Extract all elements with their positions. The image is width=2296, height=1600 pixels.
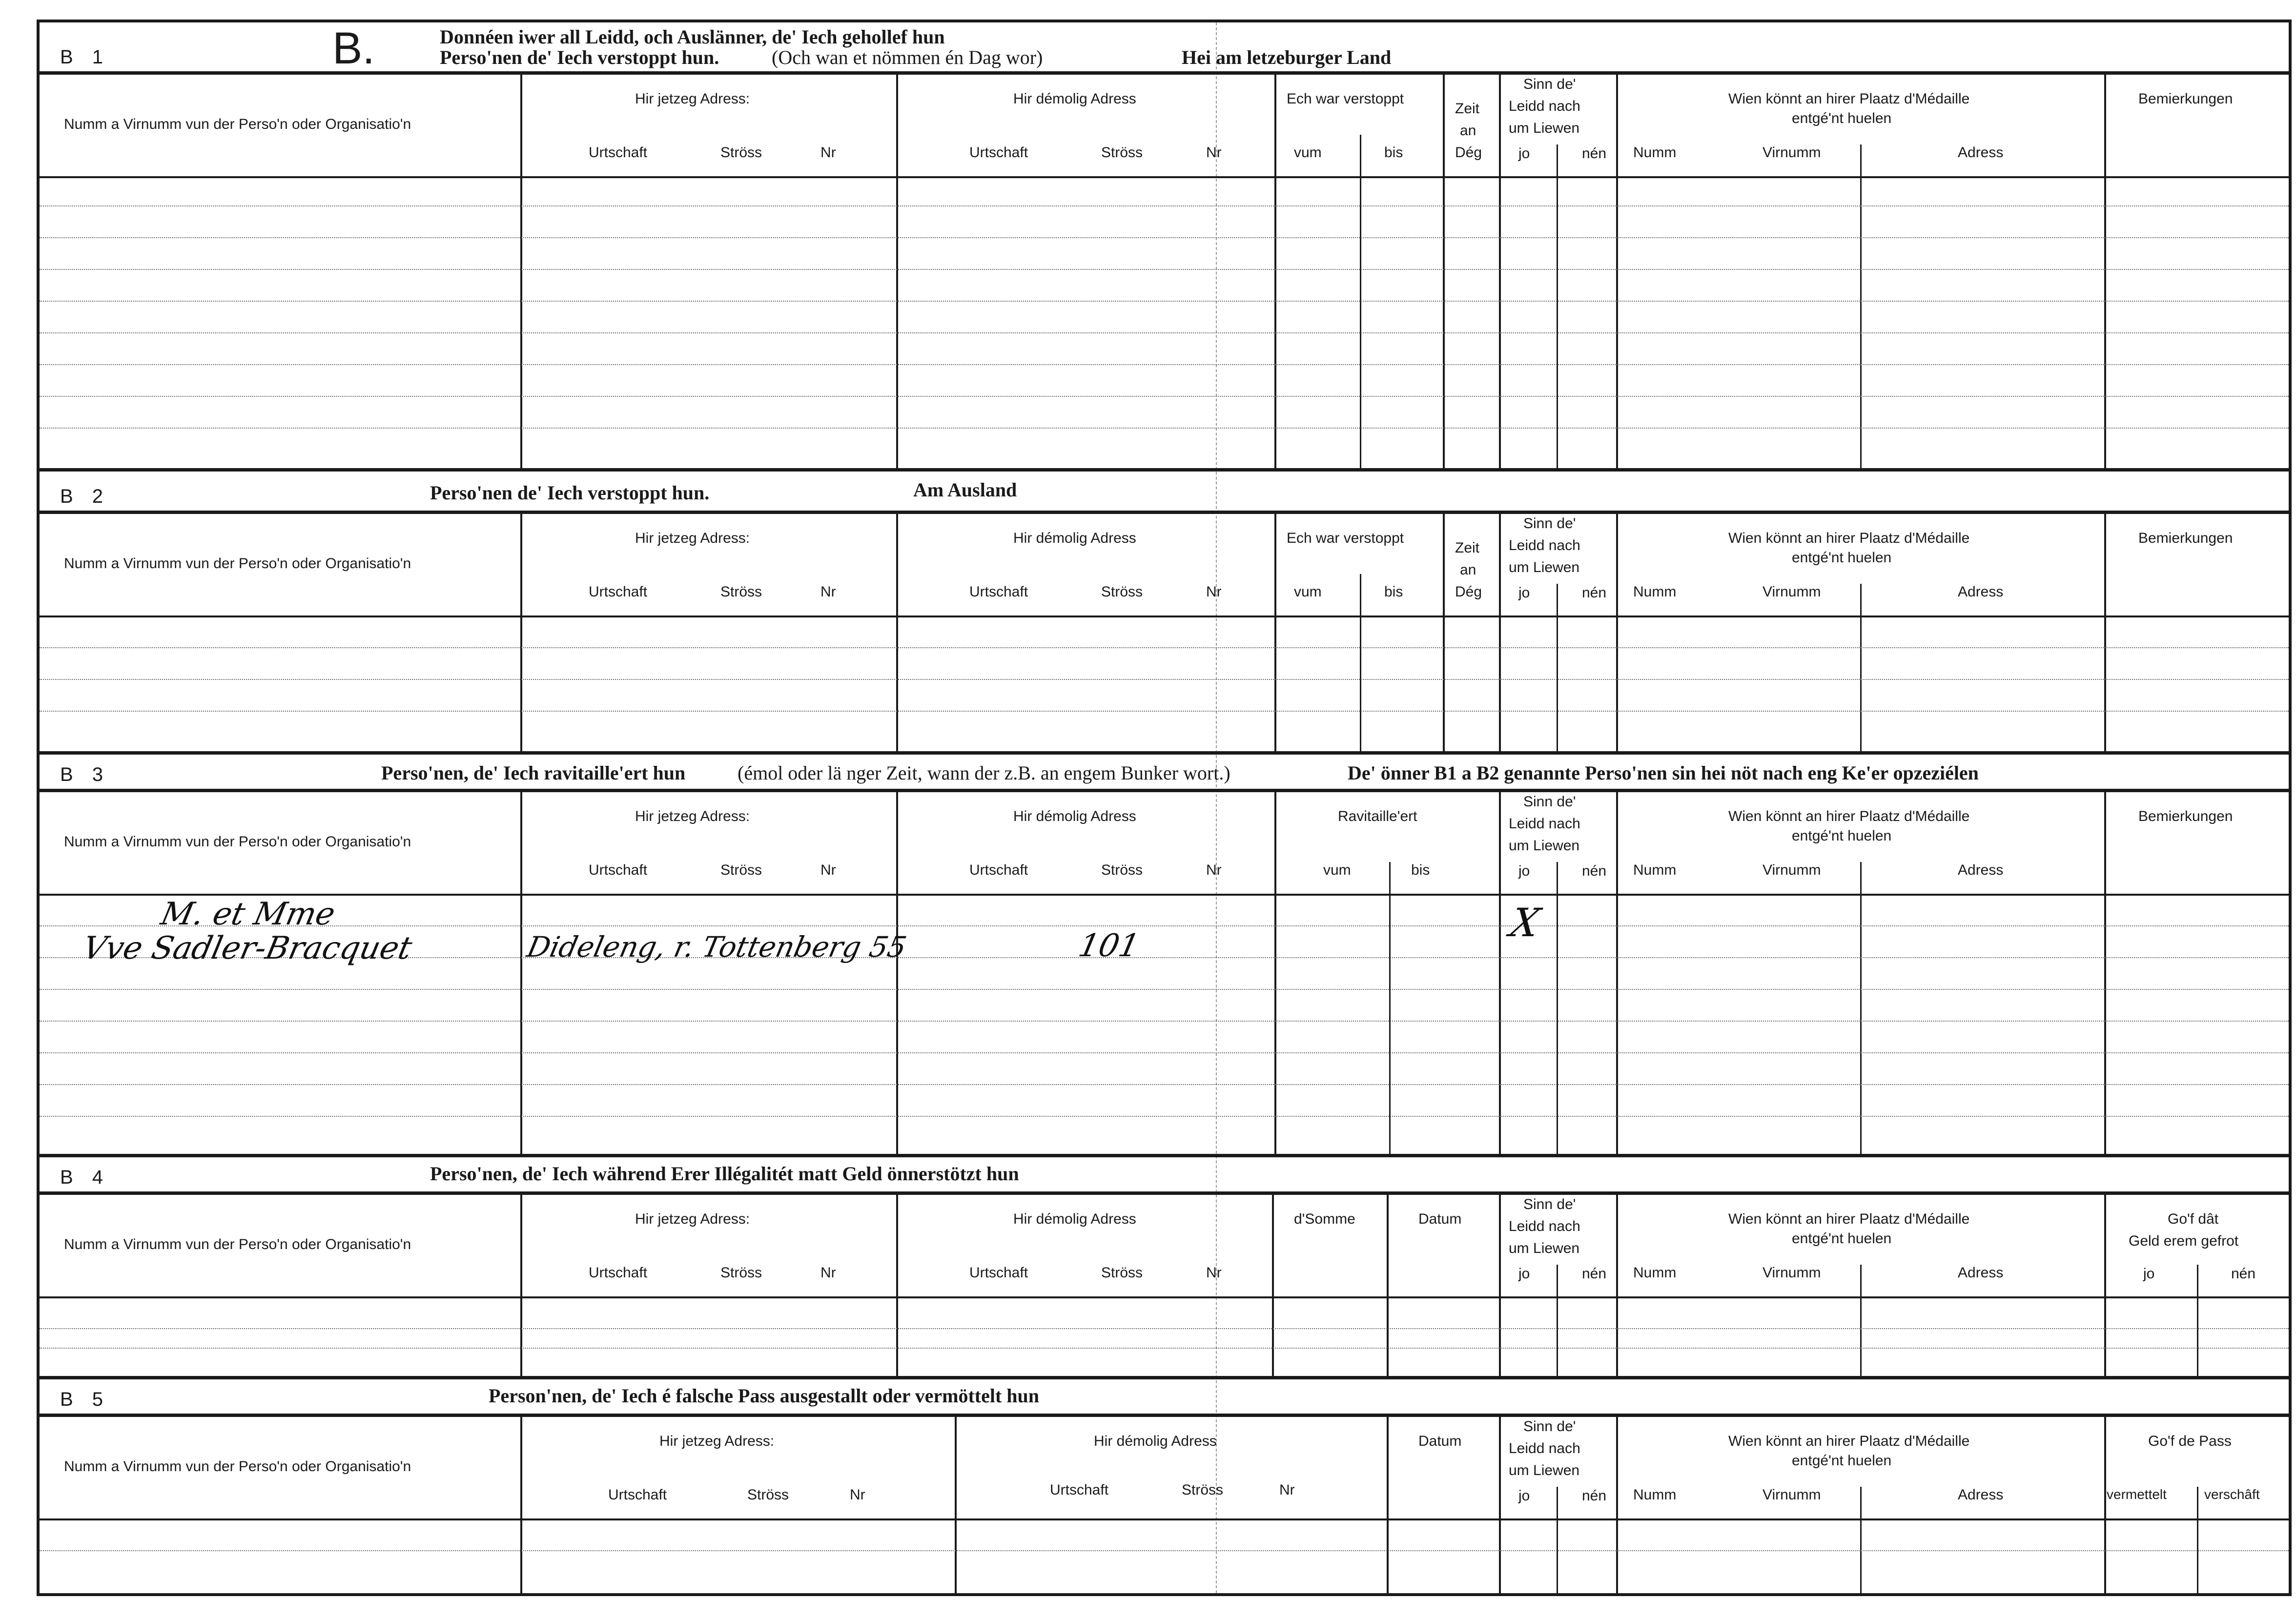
col-money: Go'f dât: [2168, 1211, 2219, 1227]
handwritten-alive-mark: X: [1506, 900, 1544, 945]
section-code: B 5: [60, 1389, 110, 1410]
col-medal: Wien könnt an hirer Plaatz d'Médaille: [1728, 530, 1970, 546]
section-b3-table: [40, 789, 2289, 1157]
section-b5-table: [40, 1414, 2289, 1593]
col-alive: um Liewen: [1509, 559, 1580, 575]
section-b2-title: Perso'nen de' Iech verstoppt hun.: [430, 482, 710, 504]
col-surname: Numm: [1633, 584, 1677, 600]
col-nr: Nr: [820, 1265, 836, 1281]
section-b1-table: [40, 71, 2289, 472]
col-street: Ströss: [747, 1487, 789, 1503]
section-b4-title: Perso'nen, de' Iech während Erer Illégalitét matt Geld önnerstötzt hun: [430, 1163, 1019, 1185]
form-headline-2c: Hei am letzeburger Land: [1182, 46, 1392, 68]
col-no: nén: [1582, 863, 1607, 879]
col-mediated: vermettelt: [2107, 1487, 2167, 1502]
col-locality: Urtschaft: [589, 1265, 648, 1281]
col-former-address: Hir démolig Adress: [1013, 91, 1136, 107]
col-alive: um Liewen: [1509, 1240, 1580, 1256]
col-time: Zeit: [1455, 101, 1480, 117]
col-former-address: Hir démolig Adress: [1094, 1433, 1217, 1449]
section-code: B 4: [60, 1167, 110, 1188]
section-b3: [40, 755, 2289, 966]
col-medal: entgé'nt huelen: [1792, 1231, 1892, 1247]
handwritten-former-nr: 101: [1075, 928, 1143, 964]
col-alive: Sinn de': [1523, 794, 1576, 810]
col-alive: Leidd nach: [1509, 98, 1580, 114]
col-alive: Sinn de': [1523, 76, 1576, 92]
col-time: Dég: [1455, 144, 1482, 161]
col-current-address: Hir jetzeg Adress:: [635, 91, 750, 107]
col-time: Zeit: [1455, 540, 1480, 556]
col-nr: Nr: [1206, 862, 1222, 878]
col-yes: jo: [1518, 1266, 1530, 1282]
col-firstname: Virnumm: [1763, 1265, 1821, 1281]
col-nr: Nr: [1206, 584, 1222, 600]
section-b5-header: [40, 1379, 2289, 1417]
section-code: B 3: [60, 764, 110, 785]
col-address: Adress: [1958, 144, 2004, 161]
handwritten-address: Dideleng, r. Tottenberg 55: [524, 930, 910, 964]
col-former-address: Hir démolig Adress: [1013, 530, 1136, 546]
col-surname: Numm: [1633, 1487, 1677, 1503]
handwritten-name-line-1: M. et Mme: [158, 896, 339, 932]
col-current-address: Hir jetzeg Adress:: [635, 530, 750, 546]
col-street: Ströss: [720, 584, 762, 600]
col-medal: Wien könnt an hirer Plaatz d'Médaille: [1728, 808, 1970, 824]
col-name: Numm a Virnumm vun der Perso'n oder Organisatio'n: [64, 116, 411, 132]
section-b2: [40, 472, 2289, 601]
col-yes: jo: [1518, 863, 1530, 879]
col-no: nén: [1582, 585, 1607, 601]
col-nr: Nr: [1206, 1265, 1222, 1281]
col-sum: d'Somme: [1294, 1211, 1355, 1227]
section-b4-table: [40, 1191, 2289, 1379]
col-procured: verschâft: [2204, 1487, 2260, 1502]
col-nr: Nr: [820, 584, 836, 600]
col-yes: jo: [1518, 145, 1530, 162]
col-nr: Nr: [850, 1487, 865, 1503]
col-name: Numm a Virnumm vun der Perso'n oder Organisatio'n: [64, 834, 411, 850]
form-sheet: [37, 20, 2292, 1596]
col-medal: Wien könnt an hirer Plaatz d'Médaille: [1728, 91, 1970, 107]
col-locality: Urtschaft: [969, 144, 1028, 161]
col-yes: jo: [1518, 585, 1530, 601]
section-b5: [40, 1379, 2289, 1504]
col-alive: Leidd nach: [1509, 1218, 1580, 1234]
col-from: vum: [1323, 862, 1351, 878]
col-street: Ströss: [1182, 1482, 1224, 1498]
section-b4-header: [40, 1157, 2289, 1195]
col-surname: Numm: [1633, 862, 1677, 878]
col-firstname: Virnumm: [1763, 862, 1821, 878]
col-date: Datum: [1418, 1433, 1462, 1449]
col-alive: um Liewen: [1509, 120, 1580, 136]
col-locality: Urtschaft: [969, 862, 1028, 878]
section-b5-title: Person'nen, de' Iech é falsche Pass ausgestallt oder vermöttelt hun: [489, 1385, 1040, 1407]
col-pass: Go'f de Pass: [2148, 1433, 2232, 1449]
section-b1-header: [40, 22, 2289, 75]
col-date: Datum: [1418, 1211, 1462, 1227]
col-firstname: Virnumm: [1763, 1487, 1821, 1503]
col-alive: Sinn de': [1523, 1196, 1576, 1212]
col-remarks: Bemierkungen: [2138, 808, 2233, 824]
col-firstname: Virnumm: [1763, 144, 1821, 161]
col-street: Ströss: [720, 862, 762, 878]
col-current-address: Hir jetzeg Adress:: [635, 1211, 750, 1227]
col-locality: Urtschaft: [608, 1487, 667, 1503]
col-nr: Nr: [1206, 144, 1222, 161]
handwritten-name-line-2: Vve Sadler-Bracquet: [80, 930, 415, 966]
col-nr: Nr: [820, 862, 836, 878]
col-street: Ströss: [720, 144, 762, 161]
section-b2-place: Am Ausland: [913, 479, 1017, 501]
section-b3-instruction: De' önner B1 a B2 genannte Perso'nen sin hei nöt nach eng Ke'er opzeziélen: [1348, 762, 1979, 784]
col-no: nén: [1582, 1488, 1607, 1504]
col-address: Adress: [1958, 584, 2004, 600]
col-alive: um Liewen: [1509, 1462, 1580, 1478]
col-locality: Urtschaft: [1050, 1482, 1109, 1498]
col-from: vum: [1294, 584, 1322, 600]
col-name: Numm a Virnumm vun der Perso'n oder Organisatio'n: [64, 1458, 411, 1475]
col-name: Numm a Virnumm vun der Perso'n oder Organisatio'n: [64, 555, 411, 572]
section-code: B 1: [60, 46, 110, 68]
col-address: Adress: [1958, 1487, 2004, 1503]
col-alive: Leidd nach: [1509, 1440, 1580, 1456]
col-to: bis: [1411, 862, 1430, 878]
col-time: an: [1460, 123, 1476, 139]
col-remarks: Bemierkungen: [2138, 530, 2233, 546]
col-alive: Sinn de': [1523, 1418, 1576, 1435]
col-from: vum: [1294, 144, 1322, 161]
section-b3-note: (émol oder lä nger Zeit, wann der z.B. an engem Bunker wort.): [738, 762, 1230, 784]
col-yes: jo: [1518, 1488, 1530, 1504]
col-street: Ströss: [1101, 144, 1143, 161]
col-nr: Nr: [1279, 1482, 1295, 1498]
section-b3-title: Perso'nen, de' Iech ravitaille'ert hun: [381, 762, 686, 784]
col-money: Geld erem gefrot: [2129, 1233, 2239, 1249]
col-locality: Urtschaft: [589, 862, 648, 878]
col-locality: Urtschaft: [969, 584, 1028, 600]
col-locality: Urtschaft: [589, 584, 648, 600]
col-former-address: Hir démolig Adress: [1013, 1211, 1136, 1227]
col-locality: Urtschaft: [969, 1265, 1028, 1281]
col-address: Adress: [1958, 862, 2004, 878]
col-alive: um Liewen: [1509, 838, 1580, 854]
section-b2-table: [40, 511, 2289, 755]
col-no: nén: [1582, 1266, 1607, 1282]
col-medal: entgé'nt huelen: [1792, 110, 1892, 126]
col-to: bis: [1384, 144, 1403, 161]
col-name: Numm a Virnumm vun der Perso'n oder Organisatio'n: [64, 1236, 411, 1252]
col-medal: entgé'nt huelen: [1792, 828, 1892, 844]
form-headline-1: Donnéen iwer all Leidd, och Auslänner, de' Iech gehollef hun: [440, 26, 945, 48]
col-time: Dég: [1455, 584, 1482, 600]
col-surname: Numm: [1633, 1265, 1677, 1281]
col-no: nén: [1582, 145, 1607, 162]
section-b4: [40, 1157, 2289, 1282]
col-medal: Wien könnt an hirer Plaatz d'Médaille: [1728, 1433, 1970, 1449]
form-letter: B.: [332, 23, 375, 73]
col-address: Adress: [1958, 1265, 2004, 1281]
col-street: Ströss: [1101, 1265, 1143, 1281]
col-surname: Numm: [1633, 144, 1677, 161]
col-locality: Urtschaft: [589, 144, 648, 161]
col-yes: jo: [2143, 1266, 2155, 1282]
form-headline-2b: (Och wan et nömmen én Dag wor): [772, 46, 1043, 68]
section-b1: [40, 22, 2289, 162]
section-code: B 2: [60, 486, 110, 507]
col-no: nén: [2231, 1266, 2256, 1282]
col-street: Ströss: [1101, 862, 1143, 878]
col-medal: entgé'nt huelen: [1792, 550, 1892, 566]
col-to: bis: [1384, 584, 1403, 600]
col-current-address: Hir jetzeg Adress:: [635, 808, 750, 824]
col-hidden: Ech war verstoppt: [1287, 530, 1404, 546]
col-firstname: Virnumm: [1763, 584, 1821, 600]
col-medal: Wien könnt an hirer Plaatz d'Médaille: [1728, 1211, 1970, 1227]
col-former-address: Hir démolig Adress: [1013, 808, 1136, 824]
col-street: Ströss: [720, 1265, 762, 1281]
form-headline-2a: Perso'nen de' Iech verstoppt hun.: [440, 46, 719, 68]
col-alive: Leidd nach: [1509, 537, 1580, 554]
col-current-address: Hir jetzeg Adress:: [659, 1433, 775, 1449]
col-time: an: [1460, 562, 1476, 578]
section-b2-header: [40, 472, 2289, 514]
section-b3-header: [40, 755, 2289, 792]
col-hidden: Ech war verstoppt: [1287, 91, 1404, 107]
col-alive: Leidd nach: [1509, 816, 1580, 832]
col-remarks: Bemierkungen: [2138, 91, 2233, 107]
col-supplied: Ravitaille'ert: [1338, 808, 1417, 824]
col-nr: Nr: [820, 144, 836, 161]
col-street: Ströss: [1101, 584, 1143, 600]
col-alive: Sinn de': [1523, 515, 1576, 532]
col-medal: entgé'nt huelen: [1792, 1453, 1892, 1469]
